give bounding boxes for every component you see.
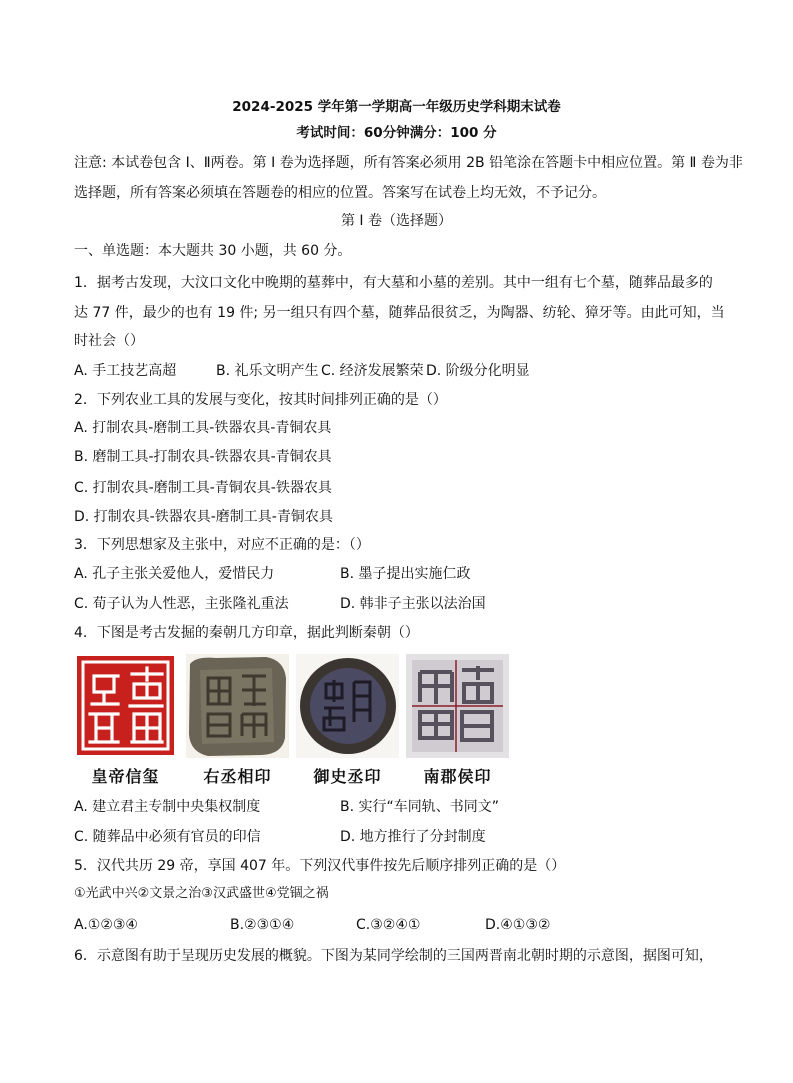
q5-stem: 5．汉代共历 29 帝，享国 407 年。下列汉代事件按先后顺序排列正确的是（） (74, 858, 566, 874)
seal-caption-1: 皇帝信玺 (91, 767, 160, 786)
q1-stem-line-2: 达 77 件，最少的也有 19 件; 另一组只有四个墓，随葬品很贫乏，为陶器、纺轮、獐牙等。由此可知，当 (74, 305, 725, 321)
q5-option-b[interactable]: B.②③①④ (230, 917, 295, 933)
q3-option-a[interactable]: A. 孔子主张关爱他人，爱惜民力 (74, 566, 275, 582)
q1-stem-line-3: 时社会（） (74, 333, 144, 349)
seal-image-censor (296, 654, 399, 758)
q2-option-d[interactable]: D. 打制农具-铁器农具-磨制工具-青铜农具 (74, 509, 333, 525)
q6-stem: 6．示意图有助于呈现历史发展的概貌。下图为某同学绘制的三国两晋南北朝时期的示意图，据图可知， (74, 948, 713, 964)
seal-caption-2: 右丞相印 (203, 767, 272, 786)
q2-option-a[interactable]: A. 打制农具-磨制工具-铁器农具-青铜农具 (74, 420, 332, 436)
section-intro: 一、单选题：本大题共 30 小题，共 60 分。 (74, 243, 352, 259)
q2-option-b[interactable]: B. 磨制工具-打制农具-铁器农具-青铜农具 (74, 449, 332, 465)
q2-option-c[interactable]: C. 打制农具-磨制工具-青铜农具-铁器农具 (74, 480, 332, 496)
q1-stem-line-1: 1．据考古发现，大汶口文化中晚期的墓葬中，有大墓和小墓的差别。其中一组有七个墓，随葬品最多的 (74, 275, 713, 291)
exam-info: 考试时间：60分钟满分：100 分 (296, 125, 497, 141)
q4-stem: 4．下图是考古发掘的秦朝几方印章，据此判断秦朝（） (74, 625, 419, 641)
seal-image-nanjun (406, 654, 509, 758)
q2-stem: 2．下列农业工具的发展与变化，按其时间排列正确的是（） (74, 392, 447, 408)
q3-option-b[interactable]: B. 墨子提出实施仁政 (340, 566, 471, 582)
q4-option-c[interactable]: C. 随葬品中必须有官员的印信 (74, 829, 261, 845)
q5-option-c[interactable]: C.③②④① (356, 917, 421, 933)
q4-option-b[interactable]: B. 实行“车同轨、书同文” (340, 799, 500, 815)
q5-events: ①光武中兴②文景之治③汉武盛世④党锢之祸 (74, 886, 329, 901)
q5-option-a[interactable]: A.①②③④ (74, 917, 138, 933)
seal-caption-3: 御史丞印 (313, 767, 382, 786)
q4-option-d[interactable]: D. 地方推行了分封制度 (340, 829, 486, 845)
seal-image-right-chancellor (186, 654, 289, 758)
q3-option-c[interactable]: C. 荀子认为人性恶，主张隆礼重法 (74, 596, 289, 612)
q3-stem: 3．下列思想家及主张中，对应不正确的是：（） (74, 537, 370, 553)
notice-line-1: 注意: 本试卷包含 Ⅰ、Ⅱ两卷。第 Ⅰ 卷为选择题，所有答案必须用 2B 铅笔涂在答题卡中相应位置。第 Ⅱ 卷为非 (74, 155, 743, 171)
section-title: 第 Ⅰ 卷（选择题） (340, 213, 453, 229)
notice-line-2: 选择题，所有答案必须填在答题卷的相应的位置。答案写在试卷上均无效，不予记分。 (74, 185, 606, 201)
q1-option-c[interactable]: C. 经济发展繁荣 (321, 363, 424, 379)
q3-option-d[interactable]: D. 韩非子主张以法治国 (340, 596, 486, 612)
q4-option-a[interactable]: A. 建立君主专制中央集权制度 (74, 799, 261, 815)
q1-option-b[interactable]: B. 礼乐文明产生 (216, 363, 319, 379)
q1-option-a[interactable]: A. 手工技艺高超 (74, 363, 177, 379)
seal-figure (74, 654, 514, 789)
seal-image-emperor (74, 654, 177, 758)
q5-option-d[interactable]: D.④①③② (485, 917, 551, 933)
q1-option-d[interactable]: D. 阶级分化明显 (426, 363, 530, 379)
seal-caption-4: 南郡侯印 (423, 767, 492, 786)
exam-title: 2024-2025 学年第一学期高一年级历史学科期末试卷 (232, 99, 561, 115)
